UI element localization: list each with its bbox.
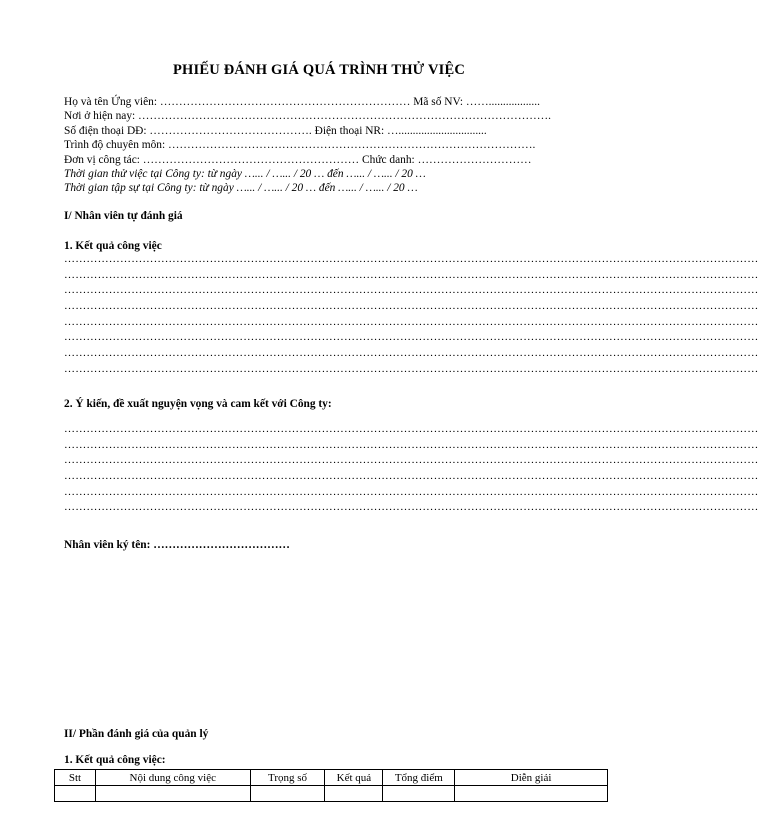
table-row [55, 786, 608, 802]
dotted-line: …………………………………………………………………………………………………………………………………………………………………… [64, 501, 758, 514]
info-unit-line[interactable]: Đơn vị công tác: ………………………………………………… Chức danh: ………………………… [64, 153, 532, 166]
dotted-line: …………………………………………………………………………………………………………………………………………………………………… [64, 300, 758, 313]
header-result: Kết quả [325, 770, 383, 786]
table-header-row [55, 770, 608, 786]
opinions-heading: 2. Ý kiến, đề xuất nguyện vọng và cam kết với Công ty: [64, 398, 332, 410]
dotted-line: …………………………………………………………………………………………………………………………………………………………………… [64, 470, 758, 483]
dotted-line: …………………………………………………………………………………………………………………………………………………………………… [64, 362, 758, 375]
table-cell[interactable] [95, 786, 250, 802]
dotted-line: …………………………………………………………………………………………………………………………………………………………………… [64, 423, 758, 435]
header-explanation: Diễn giải [455, 770, 608, 786]
dotted-line: …………………………………………………………………………………………………………………………………………………………………… [64, 438, 758, 451]
opinions-writing-area[interactable] [64, 423, 758, 517]
table-cell[interactable] [325, 786, 383, 802]
info-address-line[interactable]: Nơi ở hiện nay: ………………………………………………………………………………………………. [64, 110, 551, 123]
info-apprentice-period-line[interactable]: Thời gian tập sự tại Công ty: từ ngày …... / …... / 20 … đến …... / …... / 20 … [64, 182, 418, 195]
dotted-line: …………………………………………………………………………………………………………………………………………………………………… [64, 253, 758, 265]
work-results-heading: 1. Kết quả công việc [64, 240, 162, 252]
table-cell[interactable] [455, 786, 608, 802]
header-work-content: Nội dung công việc [95, 770, 250, 786]
form-title: PHIẾU ĐÁNH GIÁ QUÁ TRÌNH THỬ VIỆC [172, 62, 466, 78]
section-self-evaluation-heading: I/ Nhân viên tự đánh giá [64, 210, 183, 222]
info-probation-period-line[interactable]: Thời gian thử việc tại Công ty: từ ngày …... / …... / 20 … đến …... / …... / 20 … [64, 167, 426, 180]
dotted-line: …………………………………………………………………………………………………………………………………………………………………… [64, 454, 758, 467]
header-stt: Stt [55, 770, 96, 786]
dotted-line: …………………………………………………………………………………………………………………………………………………………………… [64, 268, 758, 281]
table-cell[interactable] [383, 786, 455, 802]
work-results-writing-area[interactable] [64, 253, 758, 379]
table-cell[interactable] [55, 786, 96, 802]
dotted-line: …………………………………………………………………………………………………………………………………………………………………… [64, 485, 758, 498]
table-cell[interactable] [250, 786, 325, 802]
info-phone-line[interactable]: Số điện thoại DĐ: ……………………………………. Điện thoại NR: …............................... [64, 124, 487, 137]
dotted-line: …………………………………………………………………………………………………………………………………………………………………… [64, 315, 758, 328]
section-manager-evaluation-heading: II/ Phần đánh giá của quản lý [64, 728, 209, 740]
manager-work-results-heading: 1. Kết quả công việc: [64, 754, 166, 766]
employee-info-block [64, 95, 609, 196]
info-name-line[interactable]: Họ và tên Ứng viên: ………………………………………………………… Mã số NV: …….................. [64, 96, 540, 108]
header-total-score: Tổng điểm [383, 770, 455, 786]
info-qualification-line[interactable]: Trình độ chuyên môn: ……………………………………………………………………………………. [64, 139, 536, 152]
dotted-line: …………………………………………………………………………………………………………………………………………………………………… [64, 284, 758, 297]
employee-signature[interactable]: Nhân viên ký tên: ……………………………… [64, 539, 290, 551]
dotted-line: …………………………………………………………………………………………………………………………………………………………………… [64, 347, 758, 360]
header-weight: Trọng số [250, 770, 325, 786]
work-results-table [54, 769, 608, 802]
dotted-line: …………………………………………………………………………………………………………………………………………………………………… [64, 331, 758, 344]
